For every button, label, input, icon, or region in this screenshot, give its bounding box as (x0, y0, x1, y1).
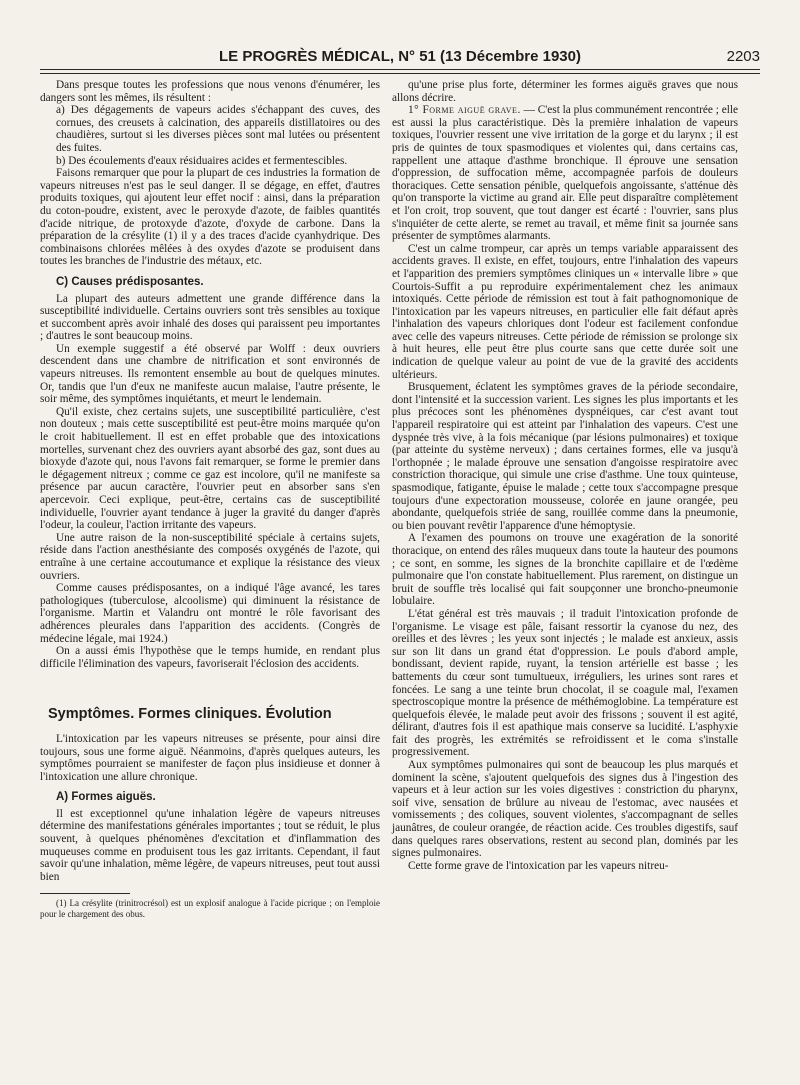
paragraph: a) Des dégagements de vapeurs acides s'échappant des cuves, des cornues, des creusets à calcination, des appareils distillatoires ou des chaudières, surtout si les diverses pièces sont mal lutées ou présentent des fuites. (56, 104, 380, 154)
subheading-causes-predisposantes: C) Causes prédisposantes. (56, 275, 204, 288)
inline-heading: 1° Forme aiguë grave. (408, 104, 521, 117)
paragraph: L'état général est très mauvais ; il traduit l'intoxication profonde de l'organisme. Le visage est pâle, faisant ressortir la cyanose du nez, des oreilles et des lèvres ; les yeux sont injectés ; le malade est anxieux, assis sur son lit dans un grand état d'oppression. Le pouls d'abord ample, bondissant, devient rapide, ruyant, la tension artérielle est basse ; les battements du cœur sont tumultueux, irréguliers, les urines sont rares et foncées. Le sang a une teinte brun chocolat, il se coagule mal, l'examen spectroscopique montre la présence de méthémoglobine. La température est quelquefois élevée, le malade peut avoir des frissons ; souvent il est agité, délirant, d'autres fois il est apathique mais conserve sa lucidité. L'asphyxie fait des progrès, les extrémités se refroidissent et le coma s'installe progressivement. (392, 607, 738, 759)
header-rule (40, 69, 760, 70)
paragraph: Un exemple suggestif a été observé par Wolff : deux ouvriers descendent dans une chambre de nitrification et sont environnés de vapeurs nitreuses. Ils remontent ensemble au bout de quelques minutes. Or, tandis que l'un d'eux ne manifeste aucun malaise, l'autre présente, le soir même, des symptômes inquiétants, et meurt le lendemain. (40, 342, 380, 406)
paragraph-text: — C'est la plus communément rencontrée ; elle est aussi la plus caractéristique. Dès la première inhalation de vapeurs toxiques, l'ouvrier ressent une vive irritation de la gorge et du larynx ; il est pris de quintes de toux spasmodiques et violentes qui, dans certains cas, rappellent une attaque d'asthme bronchique. Il éprouve une sensation d'oppression, de suffocation même, accompagnée parfois de douleurs thoraciques. Cette sensation pénible, quelquefois angoissante, s'atténue dès qu'on transporte la victime au grand air. Elle peut disparaître complètement et l'on croit, trop souvent, que tout danger est écarté : l'ouvrier, sans plus s'inquiéter de cette alerte, se remet au travail, et même finit sa journée sans présenter de symptômes alarmants. (392, 104, 739, 243)
paragraph: L'intoxication par les vapeurs nitreuses se présente, pour ainsi dire toujours, sous une forme aiguë. Néanmoins, d'après quelques auteurs, les symptômes pourraient se manifester de façon plus insidieuse et donner à l'intoxication une allure chronique. (40, 732, 380, 783)
right-column (392, 79, 738, 872)
paragraph: A l'examen des poumons on trouve une exagération de la sonorité thoracique, on entend des râles muqueux dans toute la hauteur des poumons ; ce sont, en somme, les signes de la bronchite capillaire et de l'œdème pulmonaire que l'on constate habituellement. Plus rarement, on distingue un bruit de souffle très localisé qui fait soupçonner une broncho-pneumonie lobulaire. (392, 532, 738, 608)
paragraph: Aux symptômes pulmonaires qui sont de beaucoup les plus marqués et dominent la scène, s'ajoutent quelquefois des signes dus à l'ingestion des vapeurs et à leur action sur les voies digestives : constriction du pharynx, soif vive, sensation de brûlure au niveau de l'estomac, avec nausées et vomissements ; des coliques, souvent violentes, s'accompagnant de selles jaunâtres, de couleur orangée, de réaction acide. Ces troubles digestifs, sauf dans quelques rares observations, restent au second plan, dominés par les signes pulmonaires. (392, 759, 738, 860)
journal-title: LE PROGRÈS MÉDICAL, N° 51 (13 Décembre 1930) (219, 48, 581, 65)
footnote: (1) La crésylite (trinitrocrésol) est un explosif analogue à l'acide picrique ; on l'emploie pour le chargement des obus. (40, 898, 380, 919)
paragraph: b) Des écoulements d'eaux résiduaires acides et fermentescibles. (56, 154, 348, 167)
left-column (40, 79, 380, 919)
paragraph: La plupart des auteurs admettent une grande différence dans la susceptibilité individuelle. Certains ouvriers sont très sensibles au toxique et succombent après avoir inhalé des doses qui paraissent peu importantes ; d'autres le sont beaucoup moins. (40, 292, 380, 343)
page-number: 2203 (726, 48, 760, 65)
paragraph: Une autre raison de la non-susceptibilité spéciale à certains sujets, réside dans l'action anesthésiante des composés oxygénés de l'azote, qui entraîne à une certaine accoutumance et explique la résistance des vieux ouvriers. (40, 531, 380, 582)
paragraph: On a aussi émis l'hypothèse que le temps humide, en rendant plus difficile l'élimination des vapeurs, favoriserait l'éclosion des accidents. (40, 645, 380, 670)
paragraph: Faisons remarquer que pour la plupart de ces industries la formation de vapeurs nitreuses n'est pas le seul danger. Il se dégage, en effet, d'autres produits toxiques, qui ajoutent leur effet nocif : ainsi, dans la préparation du coton-poudre, existent, avec le peroxyde d'azote, de faibles quantités d'acide nitrique, de protoxyde d'azote, d'oxyde de carbone. Dans la préparation de la crésylite (1) il y a des traces d'acide cyanhydrique. Des combinaisons chlorées mêlées à des oxydes d'azote se produisent dans toutes les branches de l'industrie des métaux, etc. (40, 167, 380, 268)
paragraph: Cette forme grave de l'intoxication par les vapeurs nitreu- (408, 859, 669, 872)
paragraph: Comme causes prédisposantes, on a indiqué l'âge avancé, les tares pathologiques (tuberculose, alcoolisme) qui diminuent la résistance de l'organisme. Martin et Valandru ont montré le rôle favorisant des adhérences pleurales dans l'apparition des accidents. (Congrès de médecine légale, mai 1924.) (40, 582, 380, 645)
page-header (40, 48, 760, 68)
paragraph: Dans presque toutes les professions que nous venons d'énumérer, les dangers sont les mêmes, ils résultent : (40, 79, 380, 104)
paragraph: Qu'il existe, chez certains sujets, une susceptibilité particulière, c'est non douteux ; mais cette susceptibilité est peut-être moins marquée qu'on le croit habituellement. Il est en effet probable que des intoxications mortelles, survenant chez des ouvriers ayant absorbé des gaz, sont dues au bioxyde d'azote qui, nous l'avons fait remarquer, se forme le premier dans le dégagement nitreux ; comme ce gaz est incolore, qu'il ne manifeste sa présence par aucun caractère, l'ouvrier peut en absorber sans s'en apercevoir. Ceci explique, peut-être, certains cas de susceptibilité individuelle, l'ouvrier ayant tendance à juger la gravité du danger d'après l'odeur, la couleur, l'action irritante des vapeurs. (40, 405, 380, 532)
paragraph (392, 104, 738, 243)
section-title: Symptômes. Formes cliniques. Évolution (48, 706, 332, 723)
paragraph: Il est exceptionnel qu'une inhalation légère de vapeurs nitreuses détermine des manifestations générales importantes ; tout se réduit, le plus souvent, à quelques phénomènes d'excitation et d'inflammation des muqueuses comme en produisent tous les gaz irritants. Cependant, il faut savoir qu'une inhalation, même légère, de vapeurs nitreuses, peut tout aussi bien (40, 807, 380, 883)
footnote-rule (40, 893, 130, 894)
paragraph: Brusquement, éclatent les symptômes graves de la période secondaire, dont l'intensité et la succession varient. Les signes les plus importants et les plus précoces sont les phénomènes dyspnéiques, car c'est avant tout l'appareil respiratoire qui est atteint par l'inhalation des vapeurs. C'est une dyspnée très vive, à la fois mécanique (par lésions pulmonaires) et toxique (par atteinte du système nerveux) ; dans certaines formes, elle va jusqu'à l'orthopnée ; le malade éprouve une sensation d'angoisse respiratoire avec constriction thoracique, qui simule une crise d'asthme. Une toux quinteuse, spasmodique, fatigante, épuise le malade ; cette toux s'accompagne presque toujours d'une expectoration mousseuse, colorée en jaune orangée, peu abondante, quelquefois striée de sang, rouillée comme dans la pneumonie, ou bien pouvant revêtir l'apparence d'une hémoptysie. (392, 381, 738, 532)
subheading-formes-aigues: A) Formes aiguës. (56, 791, 156, 804)
paragraph: C'est un calme trompeur, car après un temps variable apparaissent des accidents graves. Il existe, en effet, toujours, entre l'inhalation des vapeurs et l'apparition des premiers symptômes cliniques un « intervalle libre » que Courtois-Suffit a pu reproduire expérimentalement chez les animaux intoxiqués. Cette période de rémission est tout à fait pathognomonique de l'intoxication par les vapeurs nitreuses, en particulier elle fait défaut après l'inhalation des vapeurs chloriques dont l'odeur est facilement confondue avec celle des vapeurs nitreuses. Cette période de rémission se prolonge six à huit heures, elle peut être plus courte sans que cette durée soit une indication de quelque valeur au point de vue de la gravité des accidents ultérieurs. (392, 242, 738, 381)
paragraph: qu'une prise plus forte, déterminer les formes aiguës graves que nous allons décrire. (392, 79, 738, 104)
header-rule-double (40, 73, 760, 74)
